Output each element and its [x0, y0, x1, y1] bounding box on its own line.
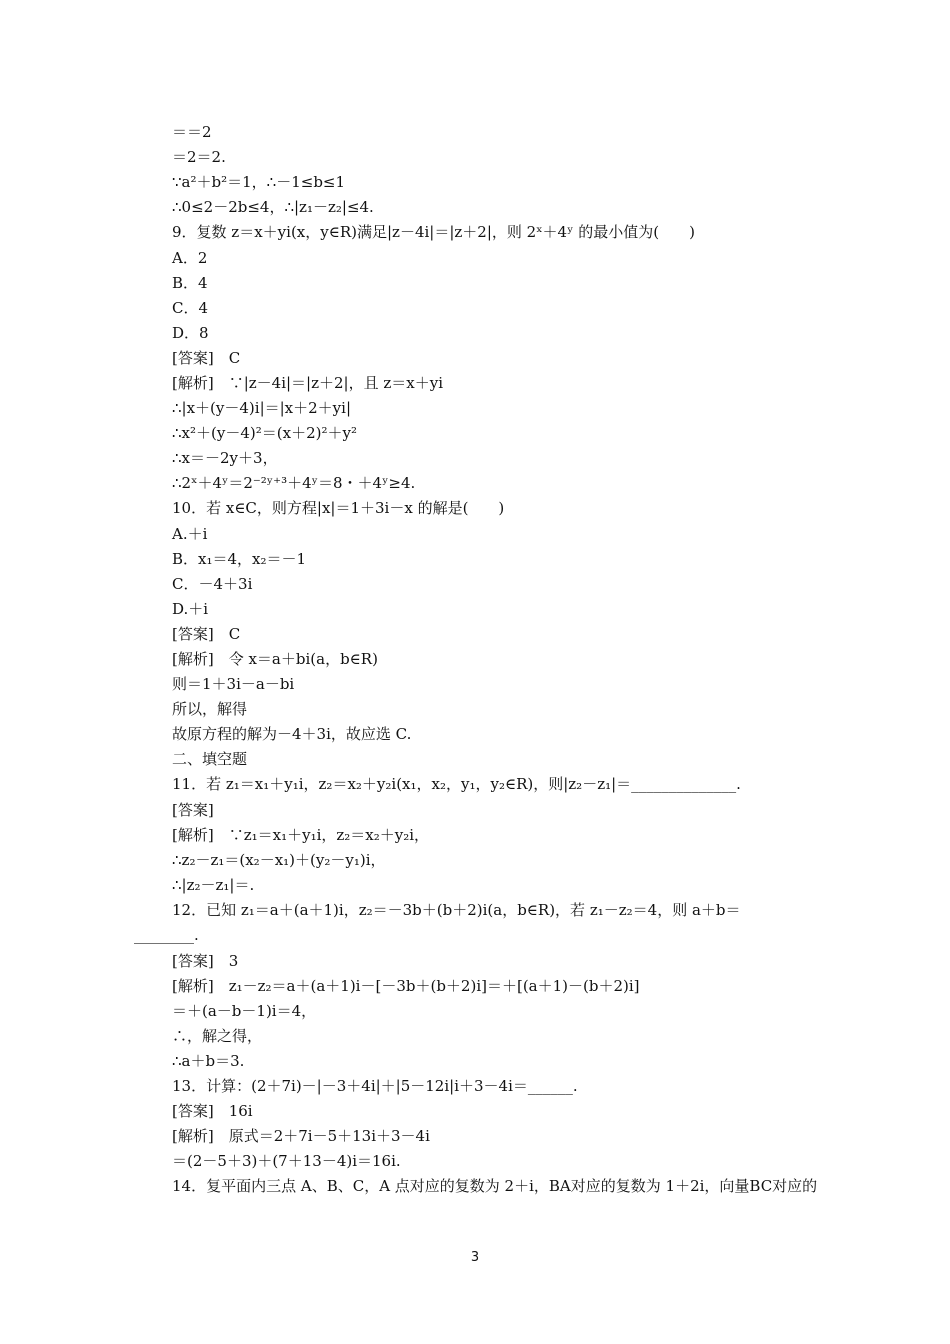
text-line: ＝2＝2. — [172, 148, 226, 166]
analysis-line: [解析] ∵|z－4i|＝|z＋2|，且 z＝x＋yi — [172, 374, 444, 392]
page-number: 3 — [470, 1250, 480, 1265]
text-line: ∴，解之得， — [172, 1027, 263, 1045]
text-line: ＝＝2 — [172, 123, 212, 141]
text-line: ∴|x＋(y－4)i|＝|x＋2＋yi| — [172, 399, 352, 417]
option-d: D.＋i — [172, 600, 209, 618]
text-line: ∴z₂－z₁＝(x₂－x₁)＋(y₂－y₁)i， — [172, 851, 386, 869]
text-line: ∴2ˣ＋4ʸ＝2⁻²ʸ⁺³＋4ʸ＝8・＋4ʸ≥4. — [172, 474, 416, 492]
answer-line: [答案] 3 — [172, 952, 239, 970]
question-10: 10．若 x∈C，则方程|x|＝1＋3i－x 的解是( ) — [172, 499, 505, 517]
answer-line: [答案] 16i — [172, 1102, 253, 1120]
answer-line: [答案] C — [172, 625, 241, 643]
question-9: 9．复数 z＝x＋yi(x，y∈R)满足|z－4i|＝|z＋2|，则 2ˣ＋4ʸ 的最小值为( ) — [172, 223, 695, 241]
analysis-line: [解析] z₁－z₂＝a＋(a＋1)i－[－3b＋(b＋2)i]＝＋[(a＋1)－(b＋2)i] — [172, 977, 640, 995]
option-c: C．4 — [172, 299, 209, 317]
answer-line: [答案] C — [172, 349, 241, 367]
text-line: ∴x＝－2y＋3， — [172, 449, 278, 467]
option-c: C．－4＋3i — [172, 575, 253, 593]
text-line: ＝＋(a－b－1)i＝4， — [172, 1002, 317, 1020]
text-line: ∴x²＋(y－4)²＝(x＋2)²＋y² — [172, 424, 357, 442]
text-line: ∴|z₂－z₁|＝. — [172, 876, 255, 894]
analysis-line: [解析] 原式＝2＋7i－5＋13i＋3－4i — [172, 1127, 430, 1145]
text-line: 故原方程的解为－4＋3i，故应选 C. — [172, 725, 412, 743]
blank-line: ________. — [134, 926, 199, 944]
answer-line: [答案] — [172, 801, 214, 819]
option-d: D．8 — [172, 324, 209, 342]
text-line: ＝(2－5＋3)＋(7＋13－4)i＝16i. — [172, 1152, 401, 1170]
analysis-line: [解析] ∵z₁＝x₁＋y₁i，z₂＝x₂＋y₂i， — [172, 826, 430, 844]
option-b: B．4 — [172, 274, 208, 292]
question-14: 14．复平面内三点 A、B、C，A 点对应的复数为 2＋i，BA对应的复数为 1＋2i，向量BC对应的 — [172, 1177, 818, 1195]
question-12: 12．已知 z₁＝a＋(a＋1)i，z₂＝－3b＋(b＋2)i(a，b∈R)，若 z₁－z₂＝4，则 a＋b＝ — [172, 901, 741, 919]
option-a: A．2 — [172, 249, 208, 267]
text-line: 则＝1＋3i－a－bi — [172, 675, 295, 693]
text-line: ∴0≤2－2b≤4，∴|z₁－z₂|≤4. — [172, 198, 374, 216]
analysis-line: [解析] 令 x＝a＋bi(a，b∈R) — [172, 650, 378, 668]
option-b: B．x₁＝4，x₂＝－1 — [172, 550, 307, 568]
option-a: A.＋i — [172, 525, 208, 543]
question-11: 11．若 z₁＝x₁＋y₁i，z₂＝x₂＋y₂i(x₁，x₂，y₁，y₂∈R)，则|z₂－z₁|＝______________. — [172, 775, 741, 793]
text-line: ∴a＋b＝3. — [172, 1052, 245, 1070]
question-13: 13．计算：(2＋7i)－|－3＋4i|＋|5－12i|i＋3－4i＝______. — [172, 1077, 578, 1095]
section-heading: 二、填空题 — [172, 750, 248, 768]
text-line: 所以，解得 — [172, 700, 248, 718]
text-line: ∵a²＋b²＝1，∴－1≤b≤1 — [172, 173, 346, 191]
